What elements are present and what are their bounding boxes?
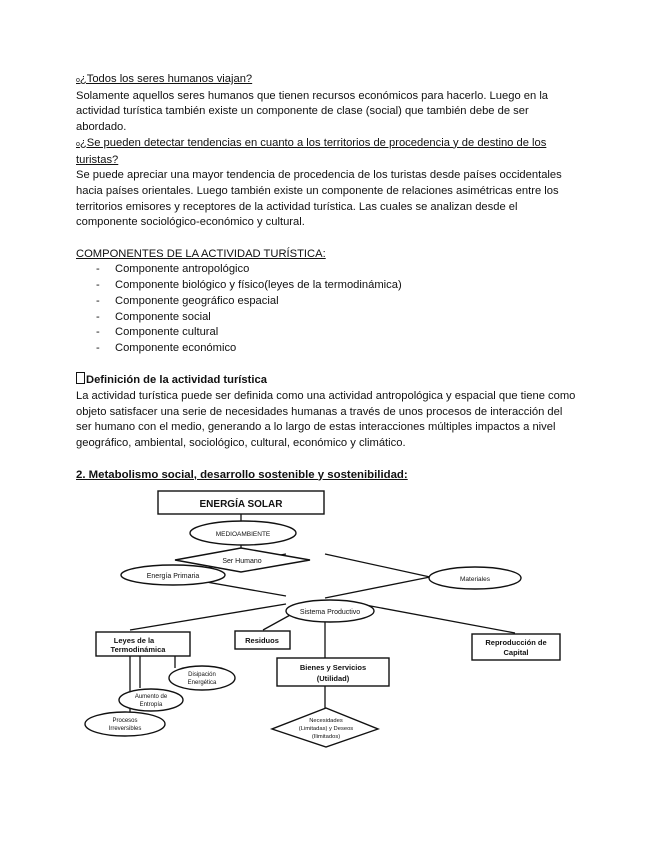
question-2: o¿Se pueden detectar tendencias en cuanto a los territorios de procedencia y de destino de los turistas?	[76, 136, 547, 166]
energia-primaria-label: Energía Primaria	[146, 573, 200, 580]
document-body	[76, 72, 576, 483]
list-item: - Componente económico	[76, 341, 576, 357]
metabolism-diagram	[80, 488, 566, 748]
answer-2: Se puede apreciar una mayor tendencia de procedencia de los turistas desde países occidentales hacia países orientales. Luego también existe un componente de relaciones asimétricas entre los territorios emisores y receptores de la actividad turística. Las cuales se analizan desde el componente sociológico-económico y cultural.	[76, 169, 562, 229]
bienes-label-1: Bienes y Servicios	[299, 663, 367, 672]
necesidades-label-3: (Ilimitados)	[311, 734, 341, 740]
energia-solar-label: ENERGÍA SOLAR	[199, 499, 283, 510]
bienes-label-2: (Utilidad)	[316, 674, 350, 683]
sistema-productivo-label: Sistema Productivo	[299, 609, 361, 616]
aumento-label-1: Aumento de	[134, 694, 168, 700]
disipacion-label-2: Energética	[187, 680, 217, 686]
aumento-label-2: Entropía	[139, 702, 163, 708]
components-heading: COMPONENTES DE LA ACTIVIDAD TURÍSTICA:	[76, 247, 326, 260]
reproduccion-label-1: Reproducción de	[485, 638, 547, 647]
procesos-label-2: Irreversibles	[108, 726, 142, 732]
residuos-label: Residuos	[245, 636, 279, 645]
section-2-heading: 2. Metabolismo social, desarrollo sostenible y sostenibilidad:	[76, 468, 408, 481]
question-1: o¿Todos los seres humanos viajan?	[76, 73, 253, 85]
answer-1: Solamente aquellos seres humanos que tienen recursos económicos para hacerlo. Luego en la actividad turística también existe un componente de clase (social) que también debe de ser abordado.	[76, 89, 549, 134]
necesidades-label-2: (Limitadas) y Deseos	[298, 726, 354, 732]
definition-heading: Definición de la actividad turística	[76, 372, 576, 389]
disipacion-label-1: Disipación	[188, 672, 216, 678]
materiales-label: Materiales	[460, 576, 490, 583]
medioambiente-label: MEDIOAMBIENTE	[215, 531, 271, 538]
procesos-ellipse	[85, 712, 165, 736]
necesidades-label-1: Necesidades	[309, 718, 343, 724]
list-item: - Componente biológico y físico(leyes de la termodinámica)	[76, 278, 576, 294]
procesos-label-1: Procesos	[112, 718, 138, 724]
list-item: - Componente social	[76, 310, 576, 326]
definition-text: La actividad turística puede ser definida como una actividad antropológica y espacial que tiene como objeto satisfacer una serie de necesidades humanas a través de unos procesos de interacción del ser humano con el medio, generando a lo largo de estas interacciones múltiples impactos a nivel geográfico, ambiental, sociológico, cultural, económico y climático.	[76, 390, 576, 450]
components-list	[76, 262, 576, 356]
leyes-label-1: Leyes de la	[113, 636, 155, 645]
reproduccion-label-2: Capital	[503, 648, 529, 657]
ser-humano-label: Ser Humano	[222, 558, 262, 565]
list-item: - Componente geográfico espacial	[76, 294, 576, 310]
disipacion-ellipse	[169, 666, 235, 690]
list-item: - Componente antropológico	[76, 262, 576, 278]
list-item: - Componente cultural	[76, 325, 576, 341]
checkbox-glyph-icon	[76, 372, 85, 384]
leyes-label-2: Termodinámica	[110, 645, 166, 654]
